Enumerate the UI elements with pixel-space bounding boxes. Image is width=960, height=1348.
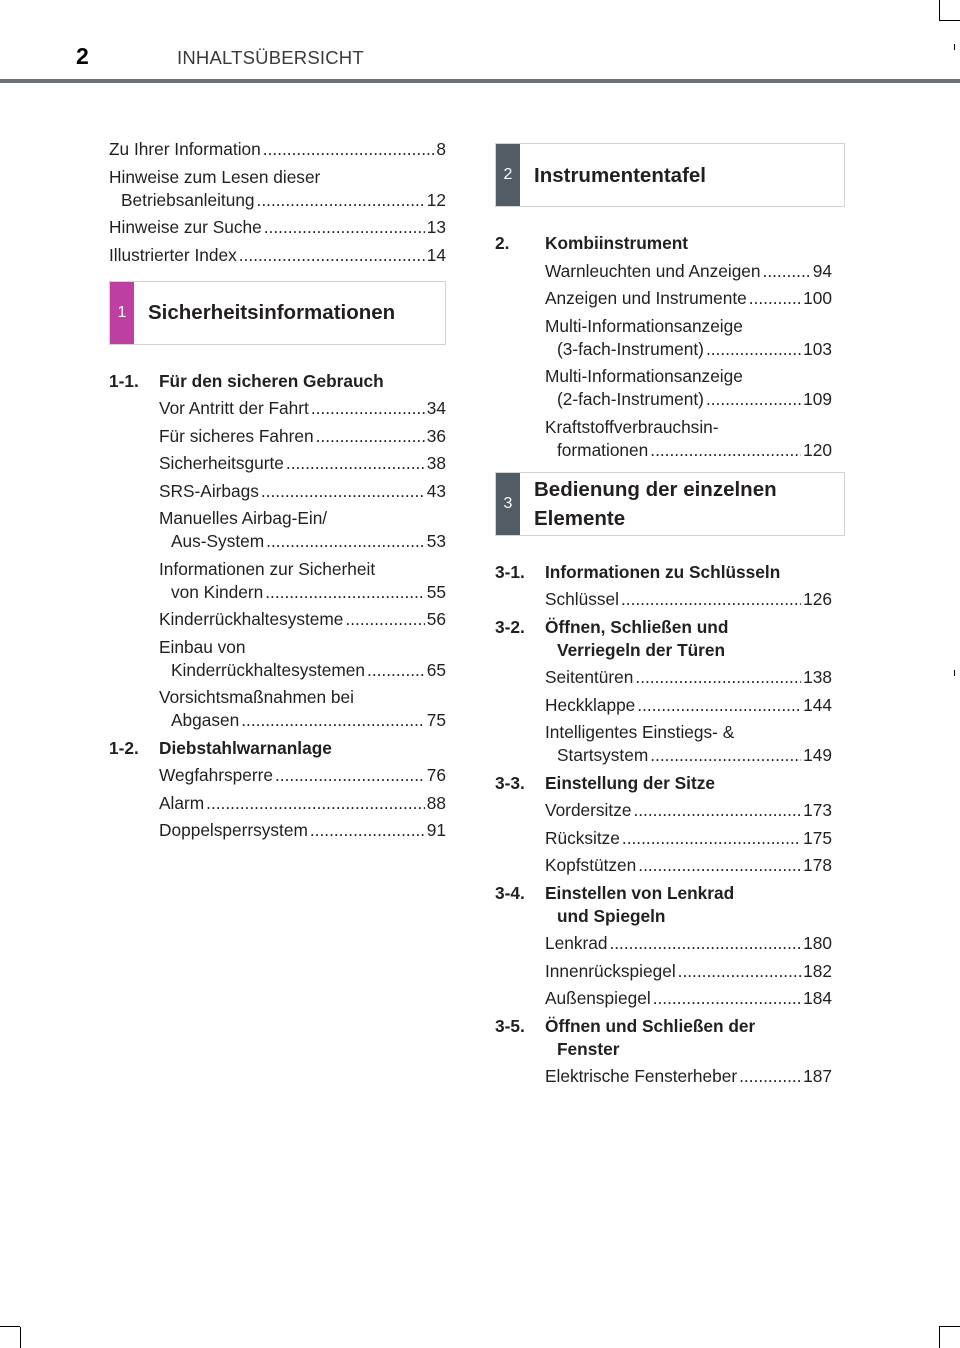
toc-entry[interactable]: Hinweise zur Suche ..... 13 [109,216,446,239]
section-header-2[interactable] [495,143,845,207]
section-number-tab: 3 [496,473,520,535]
chapter-heading[interactable]: 3-4. Einstellen von Lenkrad und Spiegeln [495,882,735,926]
chapter-entries [495,588,832,611]
left-column [109,138,446,847]
page-number: 2 [76,43,89,69]
chapter-entries [495,260,832,462]
toc-entry[interactable]: Multi-Informationsanzeige (3-fach-Instrument) ..... 103 [545,315,832,361]
toc-entry[interactable]: Seitentüren ..... 138 [545,666,832,689]
chapter-heading[interactable]: 3-3. Einstellung der Sitze [495,772,715,793]
toc-entry[interactable]: Sicherheitsgurte ..... 38 [159,452,446,475]
toc-entry[interactable]: Warnleuchten und Anzeigen ..... 94 [545,260,832,283]
chapter-entries [495,932,832,1010]
toc-entry[interactable]: Informationen zur Sicherheit von Kindern ..... 55 [159,558,446,604]
crop-mark [20,1327,21,1348]
section-number-tab: 1 [110,282,134,344]
chapter-entries [495,666,832,767]
section-header-1[interactable] [109,281,446,345]
crop-mark [954,670,955,676]
toc-entry[interactable]: Illustrierter Index ..... 14 [109,244,446,267]
section-number-tab: 2 [496,144,520,206]
section-title: Sicherheitsinformationen [148,301,396,324]
chapter-heading[interactable]: 2. Kombiinstrument [495,233,689,253]
chapter-heading[interactable]: 1-1. Für den sicheren Gebrauch [109,370,384,391]
header-divider [0,79,960,83]
section-title: Bedienung der einzelnen Elemente [534,477,777,530]
toc-entry[interactable]: Intelligentes Einstiegs- & Startsystem ..... 149 [545,721,832,767]
chapter-heading[interactable]: 1-2. Diebstahlwarnanlage [109,737,332,758]
crop-mark [939,1327,940,1348]
toc-entry[interactable]: Für sicheres Fahren ..... 36 [159,425,446,448]
page-header [0,0,960,84]
chapter-entries [495,1065,832,1088]
toc-entry[interactable]: SRS-Airbags ..... 43 [159,480,446,503]
toc-entry[interactable]: Doppelsperrsystem ..... 91 [159,819,446,842]
toc-entry[interactable]: Lenkrad ..... 180 [545,932,832,955]
toc-entry[interactable]: Rücksitze ..... 175 [545,827,832,850]
toc-entry[interactable]: Innenrückspiegel ..... 182 [545,960,832,983]
toc-entry[interactable]: Wegfahrsperre ..... 76 [159,764,446,787]
chapter-entries [495,799,832,877]
toc-entry[interactable]: Elektrische Fensterheber ..... 187 [545,1065,832,1088]
right-column [495,143,832,1093]
chapter-heading[interactable]: 3-5. Öffnen und Schließen der Fenster [495,1015,756,1059]
toc-entry[interactable]: Heckklappe ..... 144 [545,694,832,717]
chapter-entries [109,397,446,732]
toc-entry[interactable]: Kinderrückhaltesysteme ..... 56 [159,608,446,631]
toc-entry[interactable]: Hinweise zum Lesen dieser Betriebsanleitung ..... 12 [109,166,446,212]
section-header-3[interactable] [495,472,845,536]
page-title: INHALTSÜBERSICHT [177,47,364,68]
section-title: Instrumententafel [534,163,706,187]
toc-entry[interactable]: Vor Antritt der Fahrt ..... 34 [159,397,446,420]
toc-entry[interactable]: Alarm ..... 88 [159,792,446,815]
toc-entry[interactable]: Außenspiegel ..... 184 [545,987,832,1010]
toc-entry[interactable]: Manuelles Airbag-Ein/ Aus-System ..... 53 [159,507,446,553]
toc-entry[interactable]: Vorsichtsmaßnahmen bei Abgasen ..... 75 [159,686,446,732]
toc-entry[interactable]: Kraftstoffverbrauchsin- formationen ..... 120 [545,416,832,462]
toc-entry[interactable]: Schlüssel ..... 126 [545,588,832,611]
toc-entry[interactable]: Anzeigen und Instrumente ..... 100 [545,287,832,310]
chapter-heading[interactable]: 3-1. Informationen zu Schlüsseln [495,561,781,582]
crop-mark [939,1326,960,1327]
chapter-heading[interactable]: 3-2. Öffnen, Schließen und Verriegeln der Türen [495,616,729,660]
toc-entry[interactable]: Zu Ihrer Information ..... 8 [109,138,446,161]
toc-entry[interactable]: Multi-Informationsanzeige (2-fach-Instrument) ..... 109 [545,365,832,411]
chapter-entries [109,764,446,842]
toc-entry[interactable]: Vordersitze ..... 173 [545,799,832,822]
crop-mark [0,1326,20,1327]
toc-entry[interactable]: Kopfstützen ..... 178 [545,854,832,877]
toc-entry[interactable]: Einbau von Kinderrückhaltesystemen ..... 65 [159,636,446,682]
